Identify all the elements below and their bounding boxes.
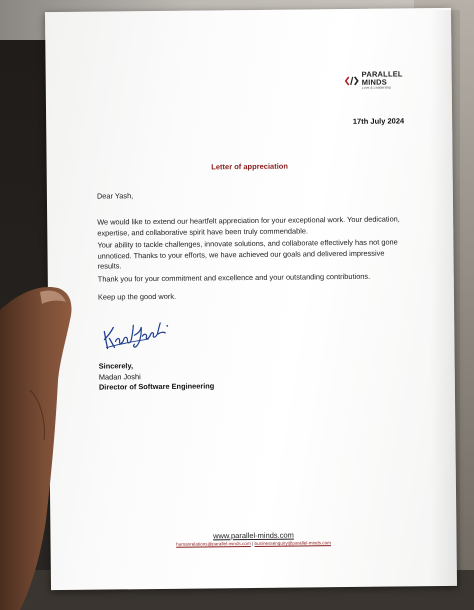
- footer-separator: |: [252, 540, 254, 547]
- signer-title: Director of Software Engineering: [98, 381, 215, 393]
- code-brackets-icon: [345, 76, 359, 86]
- paragraph-1: We would like to extend our heartfelt appreciation for your exceptional work. Your dedication, expertise, and collaborative spirit have been truly commendable.: [97, 214, 400, 238]
- hand-holding-paper: [0, 270, 82, 610]
- footer-email-hr[interactable]: humanrelations@parallel-minds.com: [176, 541, 251, 547]
- logo-tagline: Love & Leadership: [361, 85, 392, 90]
- company-logo: [345, 70, 402, 90]
- letter-paper: [45, 8, 457, 590]
- letter-footer: [50, 529, 456, 548]
- greeting: Dear Yash,: [96, 191, 134, 201]
- paper-shadow: [430, 10, 460, 590]
- closing-text: Sincerely,: [98, 361, 134, 371]
- footer-website[interactable]: www.parallel-minds.com: [212, 530, 294, 541]
- paragraph-3: Thank you for your commitment and excellence and your outstanding contributions.: [97, 271, 371, 284]
- handwritten-signature: [100, 317, 172, 354]
- signer-name: Madan Joshi: [98, 371, 141, 382]
- letter-date: 17th July 2024: [352, 116, 405, 126]
- logo-name: PARALLEL MINDS: [361, 69, 403, 87]
- closing-block: [99, 360, 215, 393]
- letter-title: Letter of appreciation: [211, 161, 289, 172]
- footer-email-business[interactable]: businessenquiry@parallel-minds.com: [254, 540, 331, 546]
- paragraph-2: Your ability to tackle challenges, innovate solutions, and collaborate effectively has not gone unnoticed. Thanks to your efforts, we have achieved our goals and delivered impressive results.: [97, 237, 398, 272]
- paragraph-4: Keep up the good work.: [97, 291, 177, 302]
